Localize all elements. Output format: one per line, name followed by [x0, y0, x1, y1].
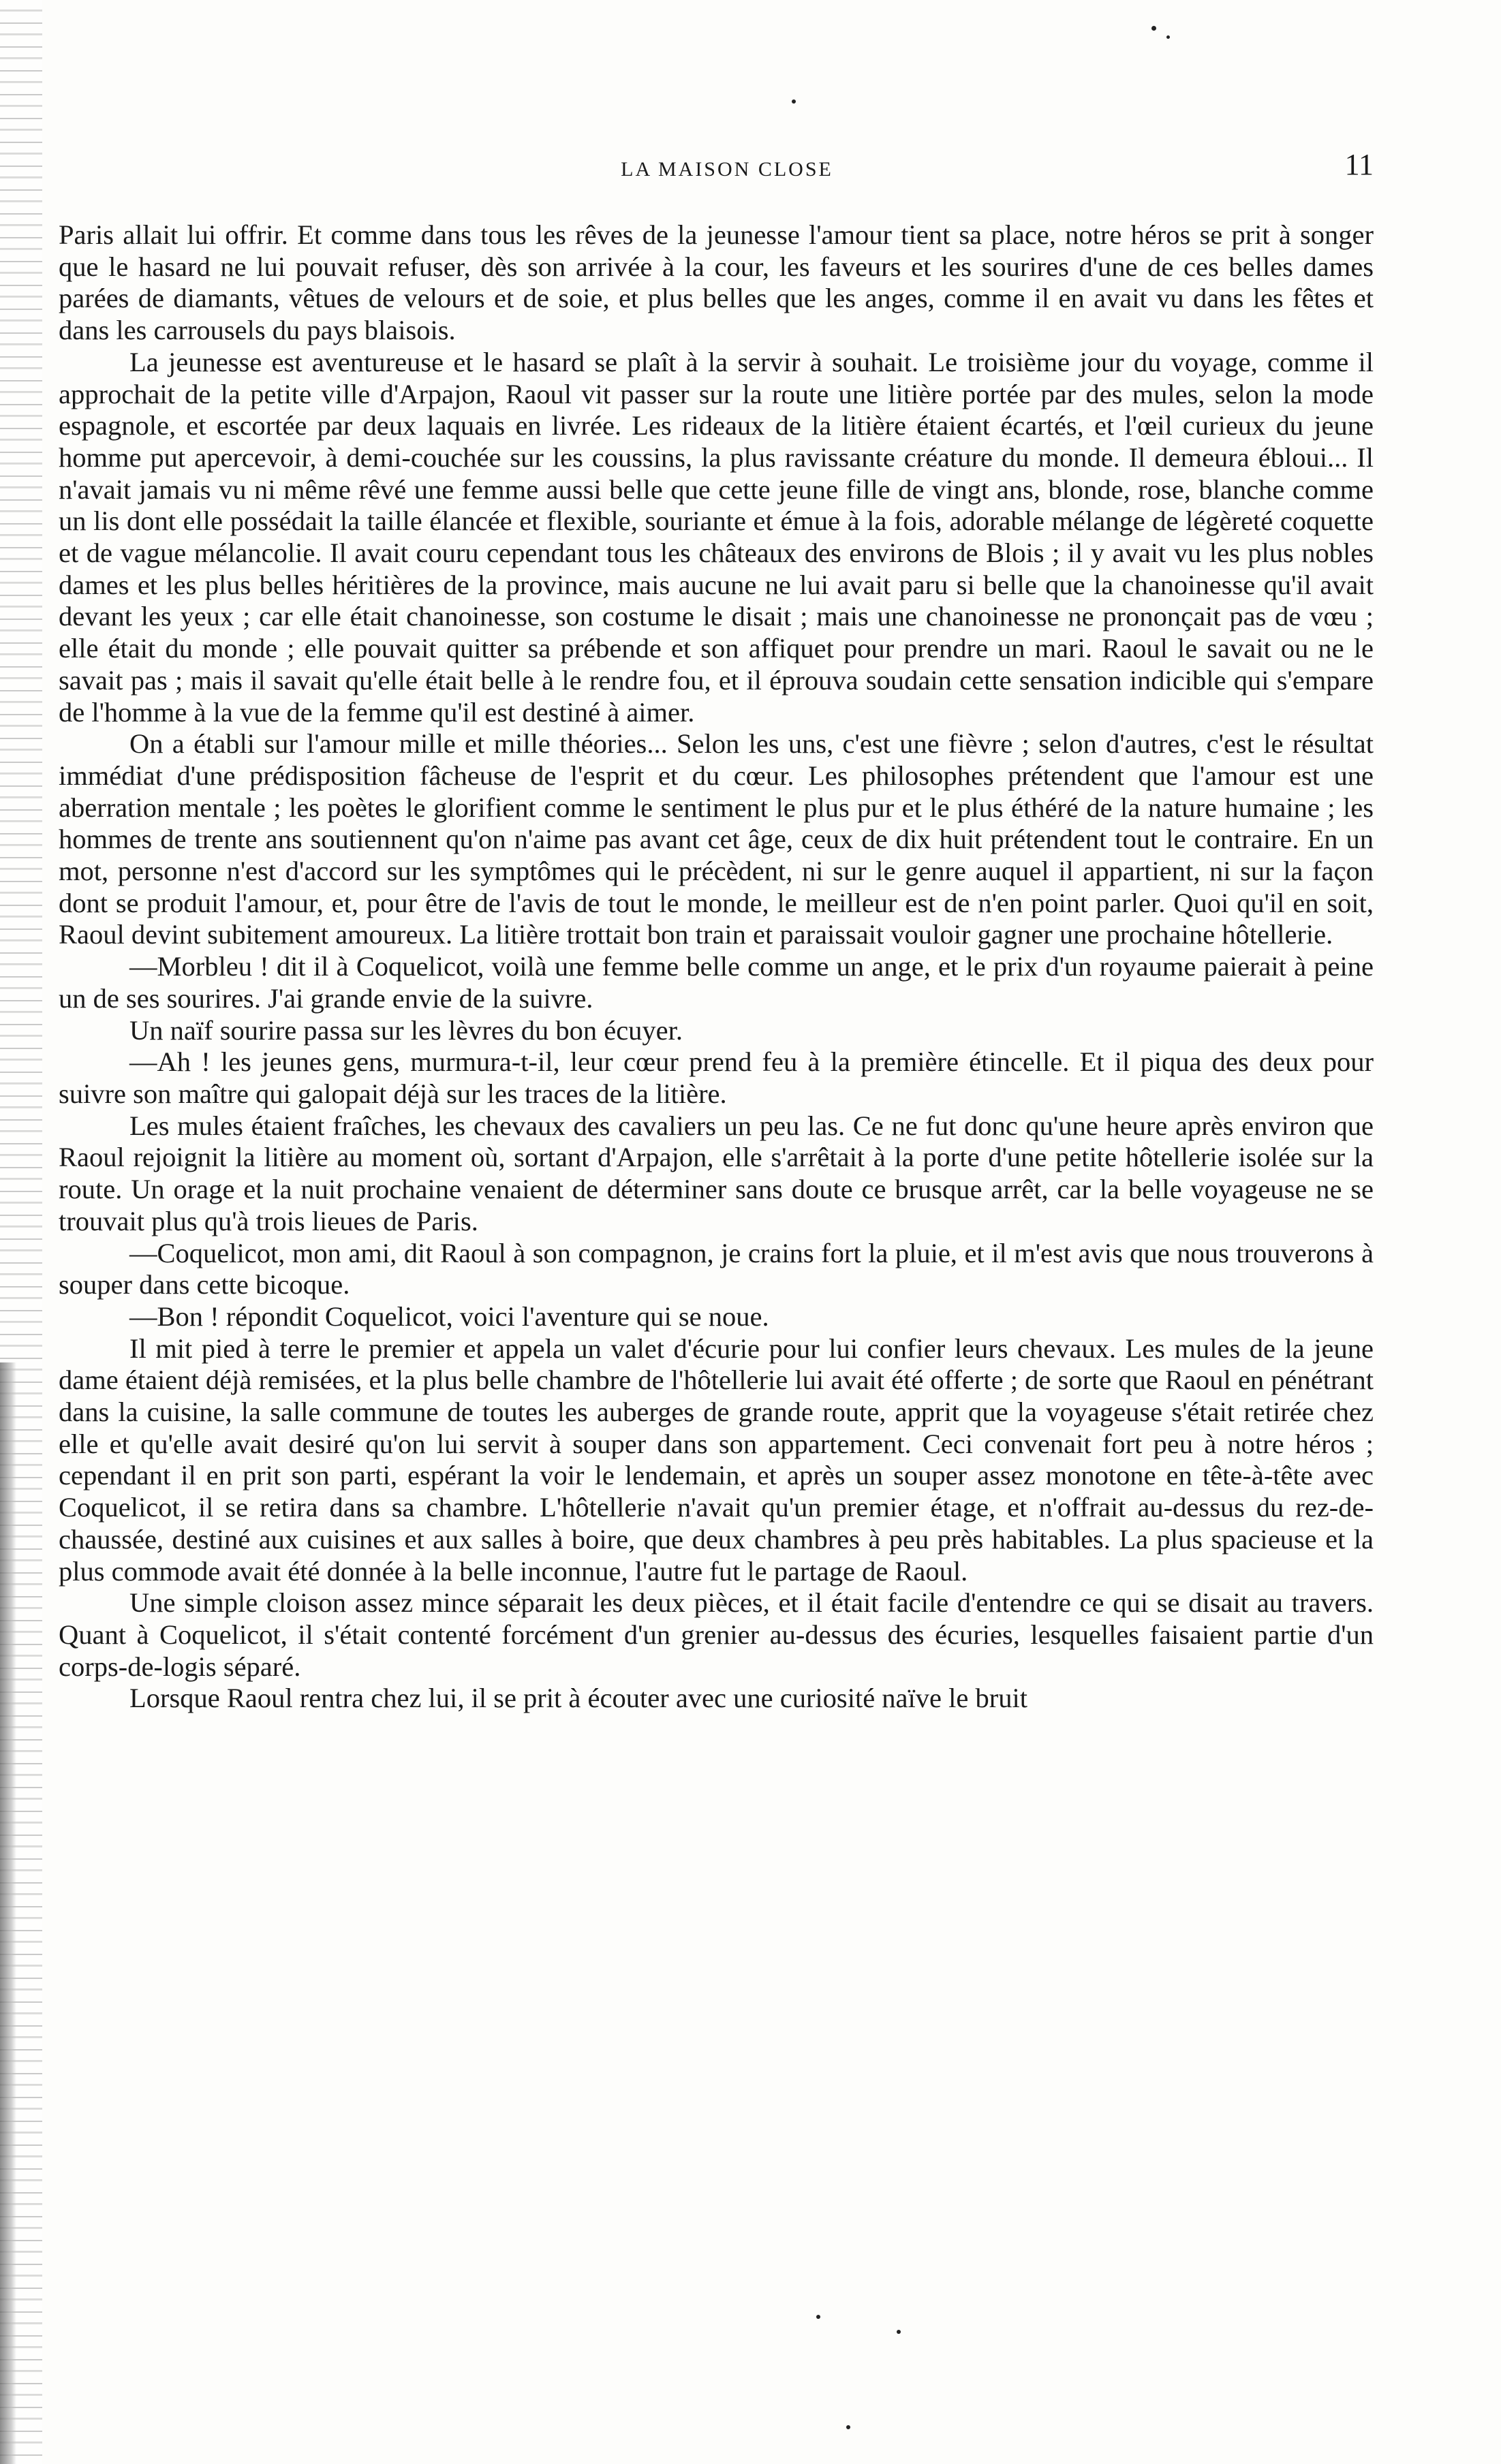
body-text — [59, 219, 1374, 1715]
paragraph-8: —Coquelicot, mon ami, dit Raoul à son compagnon, je crains fort la pluie, et il m'est avis que nous trouverons à souper dans cette bicoque. — [59, 1237, 1374, 1300]
paragraph-7: Les mules étaient fraîches, les chevaux des cavaliers un peu las. Ce ne fut donc qu'une heure après environ que Raoul rejoignit la litière au moment où, sortant d'Arpajon, elle s'arrêtait à la porte d'une petite hôtellerie isolée sur la route. Un orage et la nuit prochaine venaient de déterminer sans doute ce brusque arrêt, car la belle voyageuse ne se trouvait plus qu'à trois lieues de Paris. — [59, 1110, 1374, 1236]
running-title: LA MAISON CLOSE — [621, 158, 833, 181]
paragraph-3: On a établi sur l'amour mille et mille théories... Selon les uns, c'est une fièvre ; selon d'autres, c'est le résultat immédiat d'une prédisposition fâcheuse de l'esprit et du cœur. Les philosophes prétendent que l'amour est une aberration mentale ; les poètes le glorifient comme le sentiment le plus pur et le plus éthéré de la nature humaine ; les hommes de trente ans soutiennent qu'on n'aime pas avant cet âge, ceux de dix huit prétendent tout le contraire. En un mot, personne n'est d'accord sur les symptômes qui le précèdent, ni sur le genre auquel il appartient, ni sur la façon dont se produit l'amour, et, pour être de l'avis de tout le monde, le meilleur est de n'en point parler. Quoi qu'il en soit, Raoul devint subitement amoureux. La litière trottait bon train et paraissait vouloir gagner une prochaine hôtellerie. — [59, 728, 1374, 950]
ink-speck — [897, 2330, 901, 2334]
ink-speck — [846, 2425, 850, 2429]
paragraph-12: Lorsque Raoul rentra chez lui, il se prit à écouter avec une curiosité naïve le bruit — [129, 1683, 1027, 1714]
ink-speck — [816, 2315, 820, 2319]
paragraph-11: Une simple cloison assez mince séparait les deux pièces, et il était facile d'entendre ce qui se disait au travers. Quant à Coquelicot, il s'était contenté forcément d'un grenier au-dessus des écuries, lesquelles faisaient partie d'un corps-de-logis séparé. — [59, 1587, 1374, 1682]
ink-speck — [1151, 26, 1156, 31]
ink-speck — [1166, 35, 1170, 39]
paragraph-9: —Bon ! répondit Coquelicot, voici l'aventure qui se noue. — [129, 1300, 769, 1332]
paragraph-4: —Morbleu ! dit il à Coquelicot, voilà une femme belle comme un ange, et le prix d'un royaume paierait à peine un de ses sourires. J'ai grande envie de la suivre. — [59, 951, 1374, 1014]
page-number: 11 — [1344, 148, 1374, 181]
paragraph-6: —Ah ! les jeunes gens, murmura-t-il, leur cœur prend feu à la première étincelle. Et il piqua des deux pour suivre son maître qui galopait déjà sur les traces de la litière. — [59, 1046, 1374, 1109]
ink-speck — [792, 99, 796, 104]
paragraph-2: La jeunesse est aventureuse et le hasard se plaît à la servir à souhait. Le troisième jour du voyage, comme il approchait de la petite ville d'Arpajon, Raoul vit passer sur la route une litière portée par des mules, selon la mode espagnole, et escortée par deux laquais en livrée. Les rideaux de la litière étaient écartés, et l'œil curieux du jeune homme put apercevoir, à demi-couchée sur les coussins, la plus ravissante créature du monde. Il demeura ébloui... Il n'avait jamais vu ni même rêvé une femme aussi belle que cette jeune fille de vingt ans, blonde, rose, blanche comme un lis dont elle possédait la taille élancée et flexible, souriante et émue à la fois, adorable mélange de légèreté coquette et de vague mélancolie. Il avait couru cependant tous les châteaux des environs de Blois ; il y avait vu les plus nobles dames et les plus belles héritières de la province, mais aucune ne lui avait paru si belle que la chanoinesse qu'il avait devant les yeux ; car elle était chanoinesse, son costume le disait ; mais une chanoinesse ne prononçait pas de vœu ; elle était du monde ; elle pouvait quitter sa prébende et son affiquet pour prendre un mari. Raoul le savait ou ne le savait pas ; mais il savait qu'elle était belle à le rendre fou, et il éprouva soudain cette sensation indicible qui s'empare de l'homme à la vue de la femme qu'il est destiné à aimer. — [59, 346, 1374, 728]
paragraph-5: Un naïf sourire passa sur les lèvres du bon écuyer. — [129, 1014, 683, 1046]
paragraph-10: Il mit pied à terre le premier et appela un valet d'écurie pour lui confier leurs chevaux. Les mules de la jeune dame étaient déjà remisées, et la plus belle chambre de l'hôtellerie lui avait été offerte ; de sorte que Raoul en pénétrant dans la cuisine, la salle commune de toutes les auberges de grande route, apprit que la voyageuse s'était retirée chez elle et qu'elle avait desiré qu'on lui servit à souper dans son appartement. Ceci convenait fort peu à notre héros ; cependant il en prit son parti, espérant la voir le lendemain, et après un souper assez monotone en tête-à-tête avec Coquelicot, il se retira dans sa chambre. L'hôtellerie n'avait qu'un premier étage, et n'offrait au-dessus du rez-de-chaussée, destiné aux cuisines et aux salles à boire, que deux chambres à peu près habitables. La plus spacieuse et la plus commode avait été donnée à la belle inconnue, l'autre fut le partage de Raoul. — [59, 1332, 1374, 1587]
page-header — [80, 144, 1374, 185]
binding-gutter-shadow — [0, 1362, 16, 2464]
paragraph-1: Paris allait lui offrir. Et comme dans tous les rêves de la jeunesse l'amour tient sa place, notre héros se prit à songer que le hasard ne lui pouvait refuser, dès son arrivée à la cour, les faveurs et les sourires d'une de ces belles dames parées de diamants, vêtues de velours et de soie, et plus belles que les anges, comme il en avait vu dans les fêtes et dans les carrousels du pays blaisois. — [59, 219, 1374, 346]
